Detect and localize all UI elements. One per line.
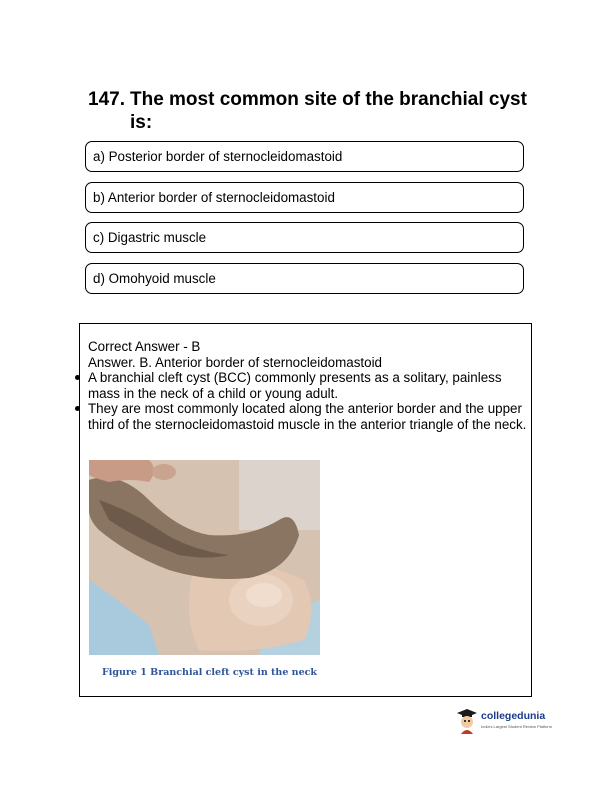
bullet-text: They are most commonly located along the anterior border and the upper third of the sternocleidomastoid muscle in the anterior triangle of the neck.	[88, 401, 527, 432]
bullet-text: A branchial cleft cyst (BCC) commonly presents as a solitary, painless mass in the neck of a child or young adult.	[88, 370, 502, 401]
question-heading	[88, 88, 528, 134]
option-d[interactable]	[85, 263, 524, 294]
option-b[interactable]	[85, 182, 524, 213]
option-a-label: a) Posterior border of sternocleidomastoid	[93, 149, 343, 164]
option-a[interactable]	[85, 141, 524, 172]
neck-cyst-illustration	[89, 460, 320, 655]
answer-explanation	[88, 339, 528, 432]
question-text: The most common site of the branchial cyst is:	[129, 89, 527, 133]
correct-answer-line: Correct Answer - B	[88, 339, 201, 354]
option-c[interactable]	[85, 222, 524, 253]
bullet-item	[88, 370, 528, 401]
question-number: 147.	[88, 89, 125, 110]
option-d-label: d) Omohyoid muscle	[93, 271, 216, 286]
bullet-item	[88, 401, 528, 432]
answer-line: Answer. B. Anterior border of sternocleidomastoid	[88, 354, 382, 370]
neck-cyst-photo	[89, 460, 320, 655]
bullet-dot-icon	[75, 375, 80, 380]
logo-name: collegedunia	[481, 709, 546, 722]
option-b-label: b) Anterior border of sternocleidomastoid	[93, 190, 335, 205]
option-c-label: c) Digastric muscle	[93, 230, 207, 245]
logo-tagline: India's Largest Student Review Platform	[481, 723, 553, 729]
collegedunia-logo	[456, 706, 561, 736]
graduate-mascot-icon	[456, 708, 478, 734]
bullet-dot-icon	[75, 406, 80, 411]
figure-caption: Figure 1 Branchial cleft cyst in the neck	[102, 667, 318, 678]
answer-box	[79, 323, 532, 697]
